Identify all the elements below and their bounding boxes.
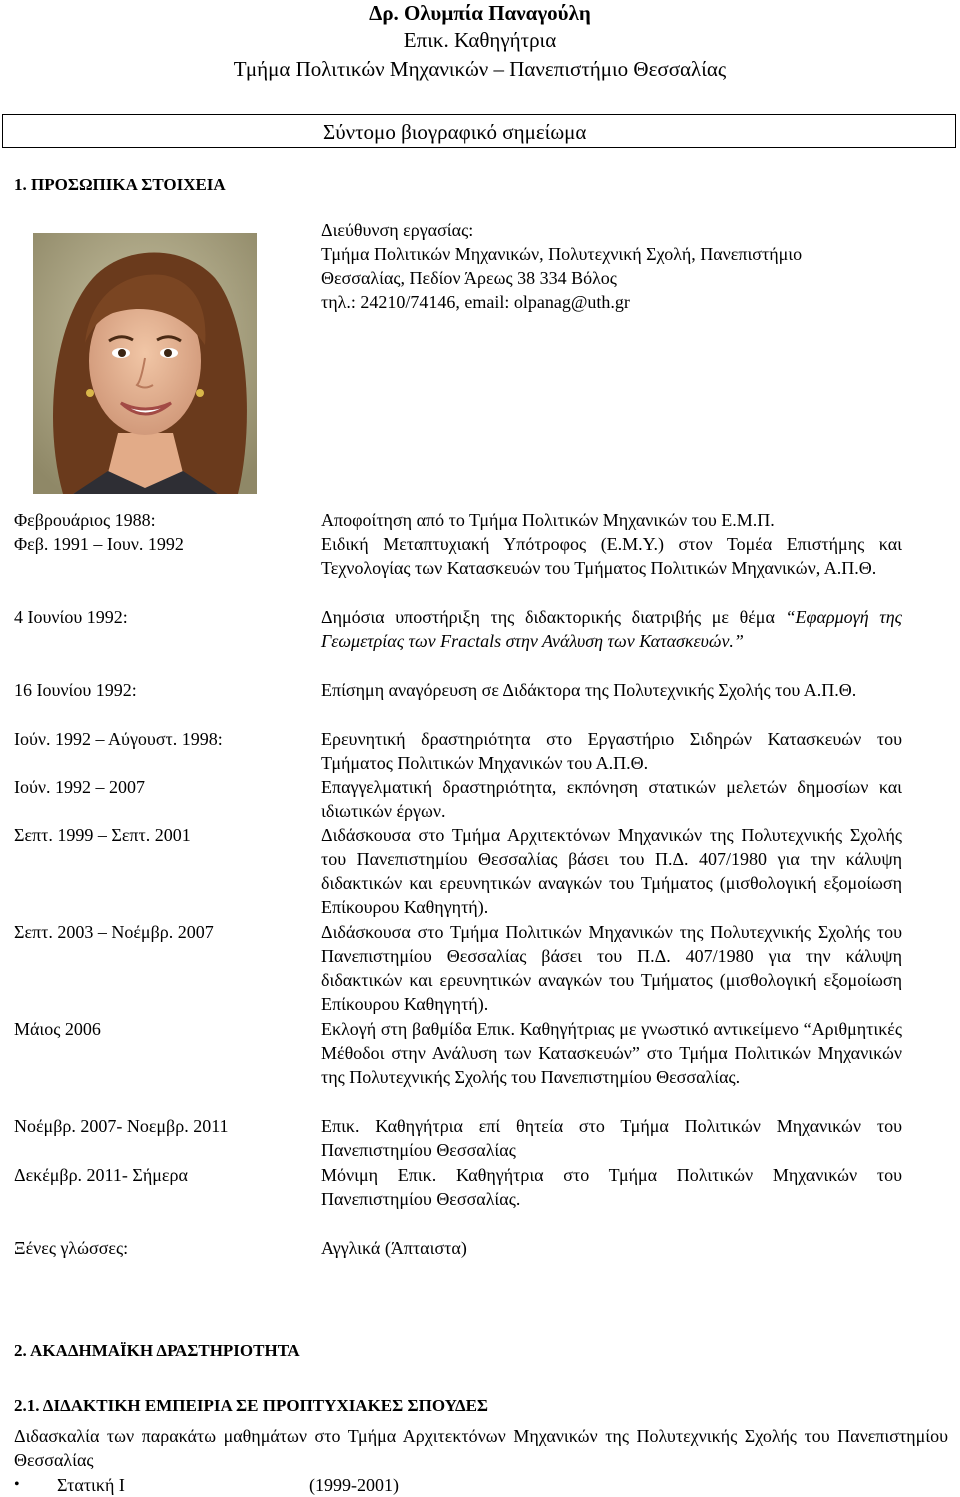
- entry-date: Ξένες γλώσσες:: [14, 1238, 129, 1258]
- portrait-image: [33, 233, 257, 494]
- entry-date: Δεκέμβρ. 2011- Σήμερα: [14, 1165, 188, 1185]
- timeline-entry: [14, 532, 904, 605]
- timeline-entry: [14, 1114, 904, 1163]
- entry-description: Διδάσκουσα στο Τμήμα Πολιτικών Μηχανικών της Πολυτεχνικής Σχολής του Πανεπιστημίου Θεσσαλίας βάσει του Π.Δ. 407/1980 για την κάλυψη διδακτικών και ερευνητικών αναγκών του Τμήματος (μισθολογική εξομοίωση Επίκουρου Καθηγητή).: [321, 922, 902, 1014]
- timeline-entry: [14, 775, 904, 823]
- entry-description-text: Δημόσια υποστήριξη της διδακτορικής διατριβής με θέμα: [321, 607, 775, 627]
- cv-title-box: [2, 114, 956, 148]
- entry-description: Επικ. Καθηγήτρια επί θητεία στο Τμήμα Πολιτικών Μηχανικών του Πανεπιστημίου Θεσσαλίας: [321, 1116, 902, 1160]
- portrait-photo: [33, 233, 257, 494]
- section-academic-title: 2. ΑΚΑΔΗΜΑΪΚΗ ΔΡΑΣΤΗΡΙΟΤΗΤΑ: [14, 1341, 300, 1360]
- entry-date: Φεβ. 1991 – Ιουν. 1992: [14, 534, 184, 554]
- entry-date: Σεπτ. 2003 – Νοέμβρ. 2007: [14, 922, 214, 942]
- bullet-icon: •: [14, 1476, 20, 1493]
- timeline-entry: [14, 1163, 904, 1236]
- entry-description: Μόνιμη Επικ. Καθηγήτρια στο Τμήμα Πολιτικών Μηχανικών του Πανεπιστημίου Θεσσαλίας.: [321, 1165, 902, 1209]
- timeline-entry: [14, 678, 904, 727]
- timeline-entry: [14, 727, 904, 775]
- entry-description: Επίσημη αναγόρευση σε Διδάκτορα της Πολυτεχνικής Σχολής του Α.Π.Θ.: [321, 680, 857, 700]
- author-department: Τμήμα Πολιτικών Μηχανικών – Πανεπιστήμιο Θεσσαλίας: [233, 57, 727, 81]
- entry-date: Νοέμβρ. 2007- Νοεμβρ. 2011: [14, 1116, 229, 1136]
- entry-description: Αγγλικά (Άπταιστα): [321, 1238, 467, 1258]
- teaching-intro: Διδασκαλία των παρακάτω μαθημάτων στο Τμήμα Αρχιτεκτόνων Μηχανικών της Πολυτεχνικής Σχολής του Πανεπιστημίου Θεσσαλίας: [14, 1426, 948, 1470]
- entry-date: 16 Ιουνίου 1992:: [14, 680, 137, 700]
- course-years: (1999-2001): [309, 1475, 399, 1495]
- thesis-title: “Εφαρμογή της Γεωμετρίας των Fractals στην Ανάλυση των Κατασκευών.”: [321, 607, 902, 651]
- address-line: τηλ.: 24210/74146, email: olpanag@uth.gr: [321, 292, 630, 312]
- section-personal-title: 1. ΠΡΟΣΩΠΙΚΑ ΣΤΟΙΧΕΙΑ: [14, 175, 226, 194]
- entry-date: Μάιος 2006: [14, 1019, 101, 1039]
- timeline: [14, 508, 904, 1260]
- entry-date: 4 Ιουνίου 1992:: [14, 607, 128, 627]
- entry-date: Ιούν. 1992 – 2007: [14, 777, 146, 797]
- author-name: Δρ. Ολυμπία Παναγούλη: [369, 1, 591, 25]
- timeline-entry: [14, 508, 904, 532]
- address-line: Θεσσαλίας, Πεδίον Άρεως 38 334 Βόλος: [321, 268, 617, 288]
- cv-title: Σύντομο βιογραφικό σημείωμα: [323, 120, 587, 144]
- address-line: Διεύθυνση εργασίας:: [321, 220, 474, 240]
- section-teaching-title: 2.1. ΔΙΔΑΚΤΙΚΗ ΕΜΠΕΙΡΙΑ ΣΕ ΠΡΟΠΤΥΧΙΑΚΕΣ ΣΠΟΥΔΕΣ: [14, 1396, 489, 1415]
- work-address: [321, 218, 901, 314]
- entry-description: Ειδική Μεταπτυχιακή Υπότροφος (Ε.Μ.Υ.) στον Τομέα Επιστήμης και Τεχνολογίας των Κατασκευών του Τμήματος Πολιτικών Μηχανικών, Α.Π.Θ.: [321, 534, 902, 578]
- entry-description: Επαγγελματική δραστηριότητα, εκπόνηση στατικών μελετών δημοσίων και ιδιωτικών έργων.: [321, 777, 902, 821]
- course-list-item: [14, 1473, 399, 1497]
- entry-description: Αποφοίτηση από το Τμήμα Πολιτικών Μηχανικών του Ε.Μ.Π.: [321, 510, 775, 530]
- entry-description: [321, 605, 902, 678]
- entry-date: Σεπτ. 1999 – Σεπτ. 2001: [14, 825, 191, 845]
- entry-date: Φεβρουάριος 1988:: [14, 510, 156, 530]
- timeline-entry: [14, 920, 904, 1017]
- timeline-entry: [14, 1236, 904, 1260]
- timeline-entry: [14, 823, 904, 920]
- address-line: Τμήμα Πολιτικών Μηχανικών, Πολυτεχνική Σχολή, Πανεπιστήμιο: [321, 244, 803, 264]
- entry-description: Διδάσκουσα στο Τμήμα Αρχιτεκτόνων Μηχανικών της Πολυτεχνικής Σχολής του Πανεπιστημίου Θεσσαλίας βάσει του Π.Δ. 407/1980 για την κάλυψη διδακτικών και ερευνητικών αναγκών του Τμήματος (μισθολογική εξομοίωση Επίκουρου Καθηγητή).: [321, 825, 902, 917]
- entry-description: Ερευνητική δραστηριότητα στο Εργαστήριο Σιδηρών Κατασκευών του Τμήματος Πολιτικών Μηχανικών του Α.Π.Θ.: [321, 729, 902, 773]
- document-header: [0, 0, 960, 84]
- entry-date: Ιούν. 1992 – Αύγουστ. 1998:: [14, 729, 223, 749]
- author-position: Επικ. Καθηγήτρια: [403, 28, 557, 52]
- timeline-entry: [14, 605, 904, 678]
- timeline-entry: [14, 1017, 904, 1114]
- course-name: Στατική Ι: [57, 1475, 125, 1495]
- entry-description: Εκλογή στη βαθμίδα Επικ. Καθηγήτριας με γνωστικό αντικείμενο “Αριθμητικές Μέθοδοι στην Ανάλυση των Κατασκευών” στο Τμήμα Πολιτικών Μηχανικών της Πολυτεχνικής Σχολής του Πανεπιστημίου Θεσσαλίας.: [321, 1019, 902, 1087]
